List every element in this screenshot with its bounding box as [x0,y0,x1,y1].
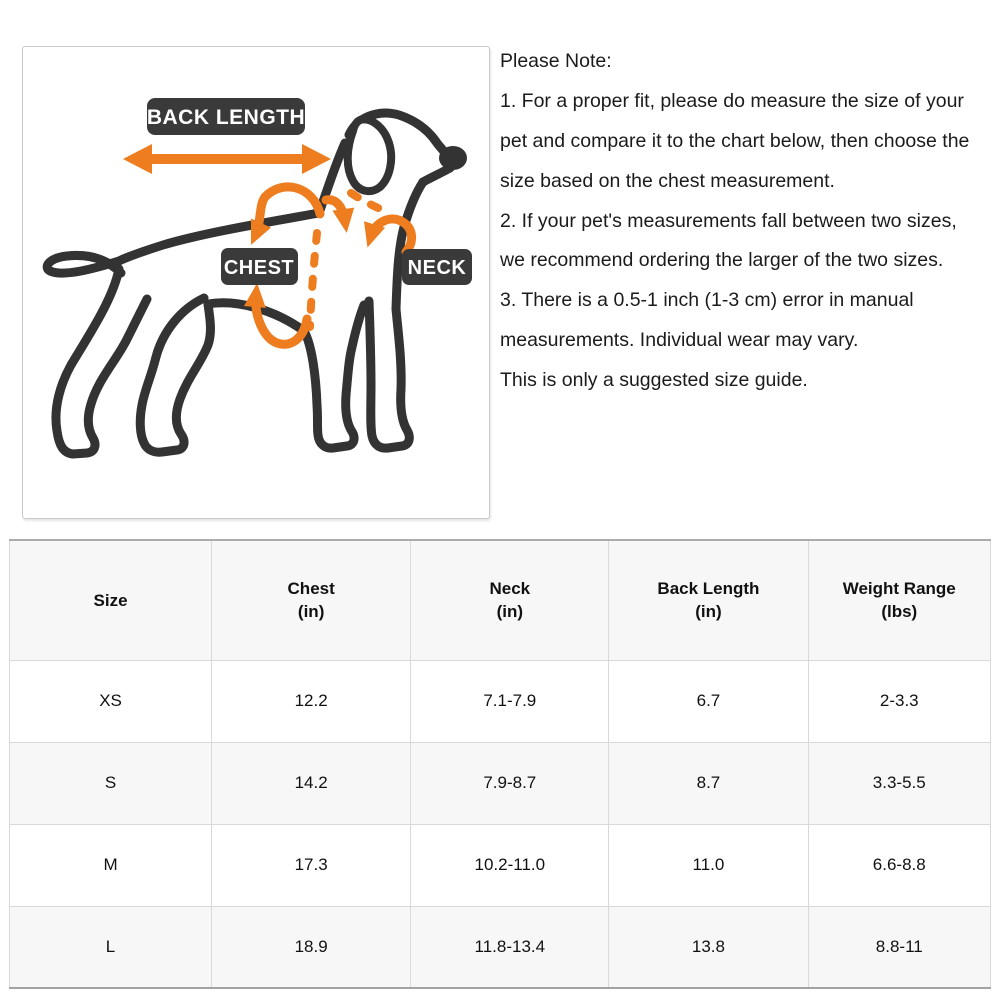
header-label: Back Length [657,579,760,599]
table-row-s [10,742,991,824]
table-cell: 7.1-7.9 [411,660,609,742]
table-cell: 6.7 [609,660,808,742]
chest-arc-shoulder-icon [326,200,345,221]
table-cell: 12.2 [212,660,411,742]
neck-dashed-line [351,193,390,213]
header-label: Chest [287,579,335,599]
dog-rear-near-leg [140,298,210,452]
note-line: size based on the chest measurement. [500,169,835,192]
note-text [500,42,996,401]
back-length-label: BACK LENGTH [146,106,306,129]
note-line: measurements. Individual wear may vary. [500,329,859,352]
header-unit: (in) [496,602,524,622]
table-cell: 3.3-5.5 [808,742,990,824]
back-length-arrowhead-right [302,144,331,174]
dog-rear-far-leg [56,269,147,454]
note-line: 2. If your pet's measurements fall between two sizes, [500,209,957,232]
header-label: Size [93,590,128,610]
note-line: pet and compare it to the chart below, then choose the [500,129,970,152]
table-header-row [10,540,991,660]
table-cell: 2-3.3 [808,660,990,742]
note-line: we recommend ordering the larger of the two sizes. [500,249,944,272]
table-cell: 14.2 [212,742,411,824]
table-cell: 18.9 [212,906,411,988]
header-unit: (in) [695,602,722,622]
header-unit: (lbs) [881,602,918,622]
header-unit: (in) [297,602,325,622]
table-row-l [10,906,991,988]
table-cell: 7.9-8.7 [411,742,609,824]
dog-nose [439,146,467,170]
dog-ear [348,119,391,191]
size-table [9,539,991,989]
dog-diagram-svg [23,47,489,517]
table-cell: L [10,906,212,988]
chest-dashed-line [310,233,317,327]
dog-muzzle [423,168,450,182]
table-row-xs [10,660,991,742]
neck-label: NECK [407,257,467,279]
note-line: 3. There is a 0.5-1 inch (1-3 cm) error in manual [500,289,914,312]
col-header-neck [411,540,609,660]
note-line: This is only a suggested size guide. [500,369,808,392]
dog-front-far-leg [369,301,409,448]
table-cell: 6.6-8.8 [808,824,990,906]
table-cell: M [10,824,212,906]
table-cell: S [10,742,212,824]
note-title: Please Note: [500,50,612,72]
col-header-size [10,540,212,660]
table-cell: 10.2-11.0 [411,824,609,906]
col-header-chest [212,540,411,660]
table-cell: 13.8 [609,906,808,988]
header-label: Neck [489,579,531,599]
table-cell: 8.7 [609,742,808,824]
dog-belly-front-leg [208,303,364,448]
table-cell: 11.8-13.4 [411,906,609,988]
header-label: Weight Range [842,579,956,599]
dog-measurement-diagram [22,46,490,519]
table-cell: XS [10,660,212,742]
table-cell: 8.8-11 [808,906,990,988]
col-header-back-length [609,540,808,660]
chest-label: CHEST [223,257,295,279]
col-header-weight-range [808,540,990,660]
table-row-m [10,824,991,906]
note-line: 1. For a proper fit, please do measure the size of your [500,89,964,112]
table-cell: 17.3 [212,824,411,906]
table-cell: 11.0 [609,824,808,906]
back-length-arrowhead-left [123,144,152,174]
